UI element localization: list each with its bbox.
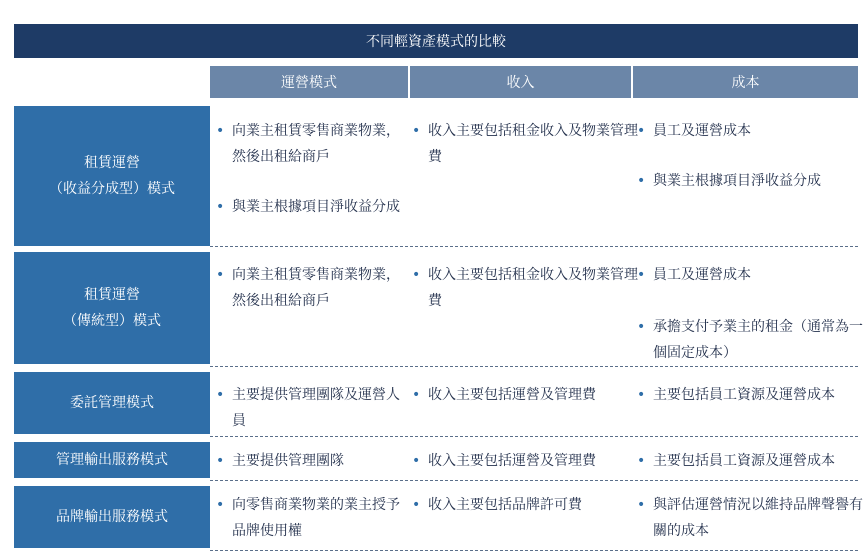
row-divider (210, 436, 858, 437)
table-cell-bullet: • 收入主要包括運營及管理費 (412, 387, 596, 403)
table-cell-bullet: • 員工及運營成本 (637, 123, 751, 139)
row-label-line: 租賃運營 (84, 287, 140, 303)
table-cell-bullet: • 向零售商業物業的業主授予品牌使用權 (216, 497, 400, 539)
table-cell-bullet: • 收入主要包括租金收入及物業管理費 (412, 267, 638, 309)
row-label-line: 管理輸出服務模式 (56, 452, 168, 468)
row-label-line: （收益分成型）模式 (49, 181, 175, 197)
row-label-brand-output (14, 486, 210, 548)
table-cell-bullet: • 承擔支付予業主的租金（通常為一個固定成本） (637, 319, 863, 361)
table-cell-bullet: • 主要包括員工資源及運營成本 (637, 387, 835, 403)
table-cell-bullet: • 主要提供管理團隊 (216, 453, 344, 469)
row-label-line: （傳統型）模式 (63, 313, 161, 329)
row-label-line: 委託管理模式 (70, 395, 154, 411)
row-divider (210, 366, 858, 367)
row-label-line: 租賃運營 (84, 155, 140, 171)
row-divider (210, 246, 858, 247)
row-label-entrusted-management (14, 372, 210, 434)
table-cell-bullet: • 收入主要包括租金收入及物業管理費 (412, 123, 638, 165)
table-cell-bullet: • 員工及運營成本 (637, 267, 751, 283)
table-cell-bullet: • 與業主根據項目淨收益分成 (637, 173, 821, 189)
column-header-income: 收入 (410, 66, 631, 98)
table-cell-bullet: • 收入主要包括品牌許可費 (412, 497, 582, 513)
table-cell-bullet: • 向業主租賃零售商業物業，然後出租給商戶 (216, 123, 400, 165)
row-divider (210, 480, 858, 481)
row-label-line: 品牌輸出服務模式 (56, 509, 168, 525)
table-cell-bullet: • 與業主根據項目淨收益分成 (216, 199, 400, 215)
table-cell-bullet: • 主要包括員工資源及運營成本 (637, 453, 835, 469)
table-cell-bullet: • 與評估運營情況以維持品牌聲譽有關的成本 (637, 497, 863, 539)
table-cell-bullet: • 收入主要包括運營及管理費 (412, 453, 596, 469)
row-label-revenue-sharing (14, 106, 210, 246)
table-title: 不同輕資產模式的比較 (14, 24, 858, 58)
column-header-cost: 成本 (633, 66, 858, 98)
table-cell-bullet: • 向業主租賃零售商業物業，然後出租給商戶 (216, 267, 400, 309)
table-cell-bullet: • 主要提供管理團隊及運營人員 (216, 387, 400, 429)
row-divider (210, 550, 858, 551)
row-label-traditional (14, 252, 210, 364)
column-header-operation: 運營模式 (210, 66, 408, 98)
row-label-management-output (14, 442, 210, 478)
